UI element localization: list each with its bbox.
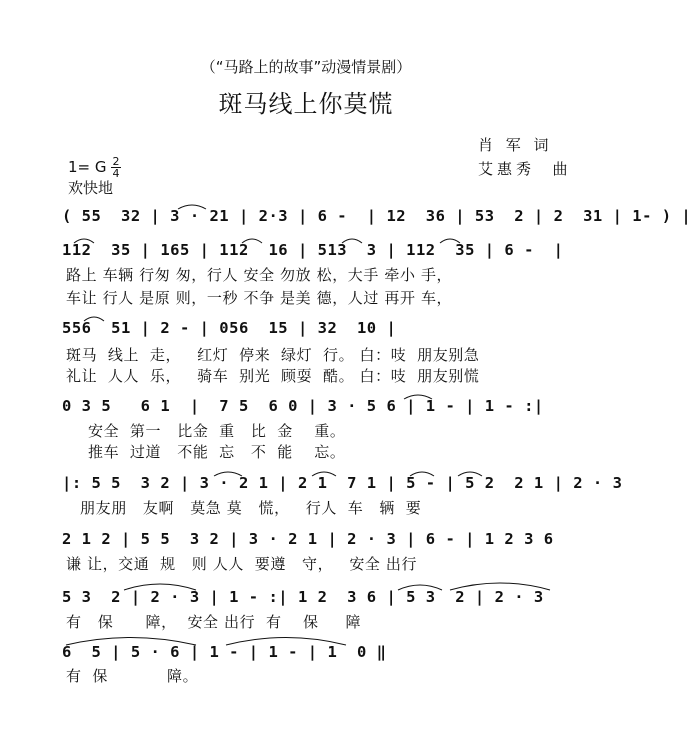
time-signature-bottom: 4 [112, 167, 120, 180]
score-row-6: 2 1 2 | 5 5 3 2 | 3 · 2 1 | 2 · 3 | 6 - | 1 2 3 6 [62, 530, 554, 548]
slur-mark [178, 205, 206, 209]
subtitle: （“马路上的故事”动漫情景剧） [200, 58, 412, 76]
slur-mark [410, 472, 434, 476]
lyric-row-3-verse-1: 斑马 线上 走， 红灯 停来 绿灯 行。 白：吱 朋友别急 [66, 346, 480, 364]
slur-mark [124, 584, 196, 590]
lyric-row-4-verse-1: 安全 第一 比金 重 比 金 重。 [88, 422, 346, 440]
slur-mark [74, 239, 94, 243]
page-title: 斑马线上你莫慌 [218, 90, 394, 118]
time-signature-top: 2 [112, 155, 120, 168]
lyric-row-4-verse-2: 推车 过道 不能 忘 不 能 忘。 [88, 443, 346, 461]
slur-mark [450, 583, 550, 590]
slur-mark [440, 239, 460, 243]
tempo-marking: 欢快地 [68, 179, 114, 197]
lyric-row-3-verse-2: 礼让 人人 乐， 骑车 别光 顾耍 酷。 白：吱 朋友别慌 [66, 367, 480, 385]
slur-mark [242, 239, 262, 243]
lyric-row-2-verse-1: 路上 车辆 行匆 匆，行人 安全 勿放 松，大手 牵小 手， [66, 266, 453, 284]
lyric-row-5: 朋友朋 友啊 莫急 莫 慌， 行人 车 辆 要 [80, 499, 422, 517]
key-signature: 1= G [68, 158, 107, 176]
score-row-2: 112 35 | 165 | 112 16 | 513 3 | 112 35 | 6 - | [62, 241, 564, 259]
lyricist-credit: 肖 军 词 [478, 136, 553, 154]
slur-mark [342, 239, 362, 243]
score-row-8: 6 5 | 5 · 6 | 1 - | 1 - | 1 0 ‖ [62, 643, 387, 661]
lyric-row-7: 有 保 障， 安全 出行 有 保 障 [66, 613, 362, 631]
slur-mark [226, 638, 346, 646]
slur-mark [84, 317, 104, 321]
lyric-row-2-verse-2: 车让 行人 是原 则，一秒 不争 是美 德，人过 再开 车， [66, 289, 453, 307]
slur-mark [214, 472, 242, 476]
slur-mark [398, 585, 442, 590]
slur-mark [312, 472, 336, 476]
score-row-5: |: 5 5 3 2 | 3 · 2 1 | 2 1 7 1 | 5 - | 5 2 2 1 | 2 · 3 [62, 474, 623, 492]
composer-credit: 艾惠秀 曲 [478, 160, 572, 178]
score-row-3: 556 51 | 2 - | 056 15 | 32 10 | [62, 319, 397, 337]
lyric-row-6: 谦 让，交通 规 则 人人 要遵 守， 安全 出行 [66, 555, 418, 573]
slur-mark [404, 395, 432, 399]
slur-mark [66, 638, 196, 646]
score-row-7: 5 3 2 | 2 · 3 | 1 - :| 1 2 3 6 | 5 3 2 | 2 · 3 [62, 588, 544, 606]
score-row-1: ( 55 32 | 3 · 21 | 2·3 | 6 - | 12 36 | 53 2 | 2 31 | 1- ) | [62, 207, 691, 225]
lyric-row-8: 有 保 障。 [66, 667, 199, 685]
slur-mark [458, 472, 482, 476]
score-row-4: 0 3 5 6 1 | 7 5 6 0 | 3 · 5 6 | 1 - | 1 - :| [62, 397, 544, 415]
